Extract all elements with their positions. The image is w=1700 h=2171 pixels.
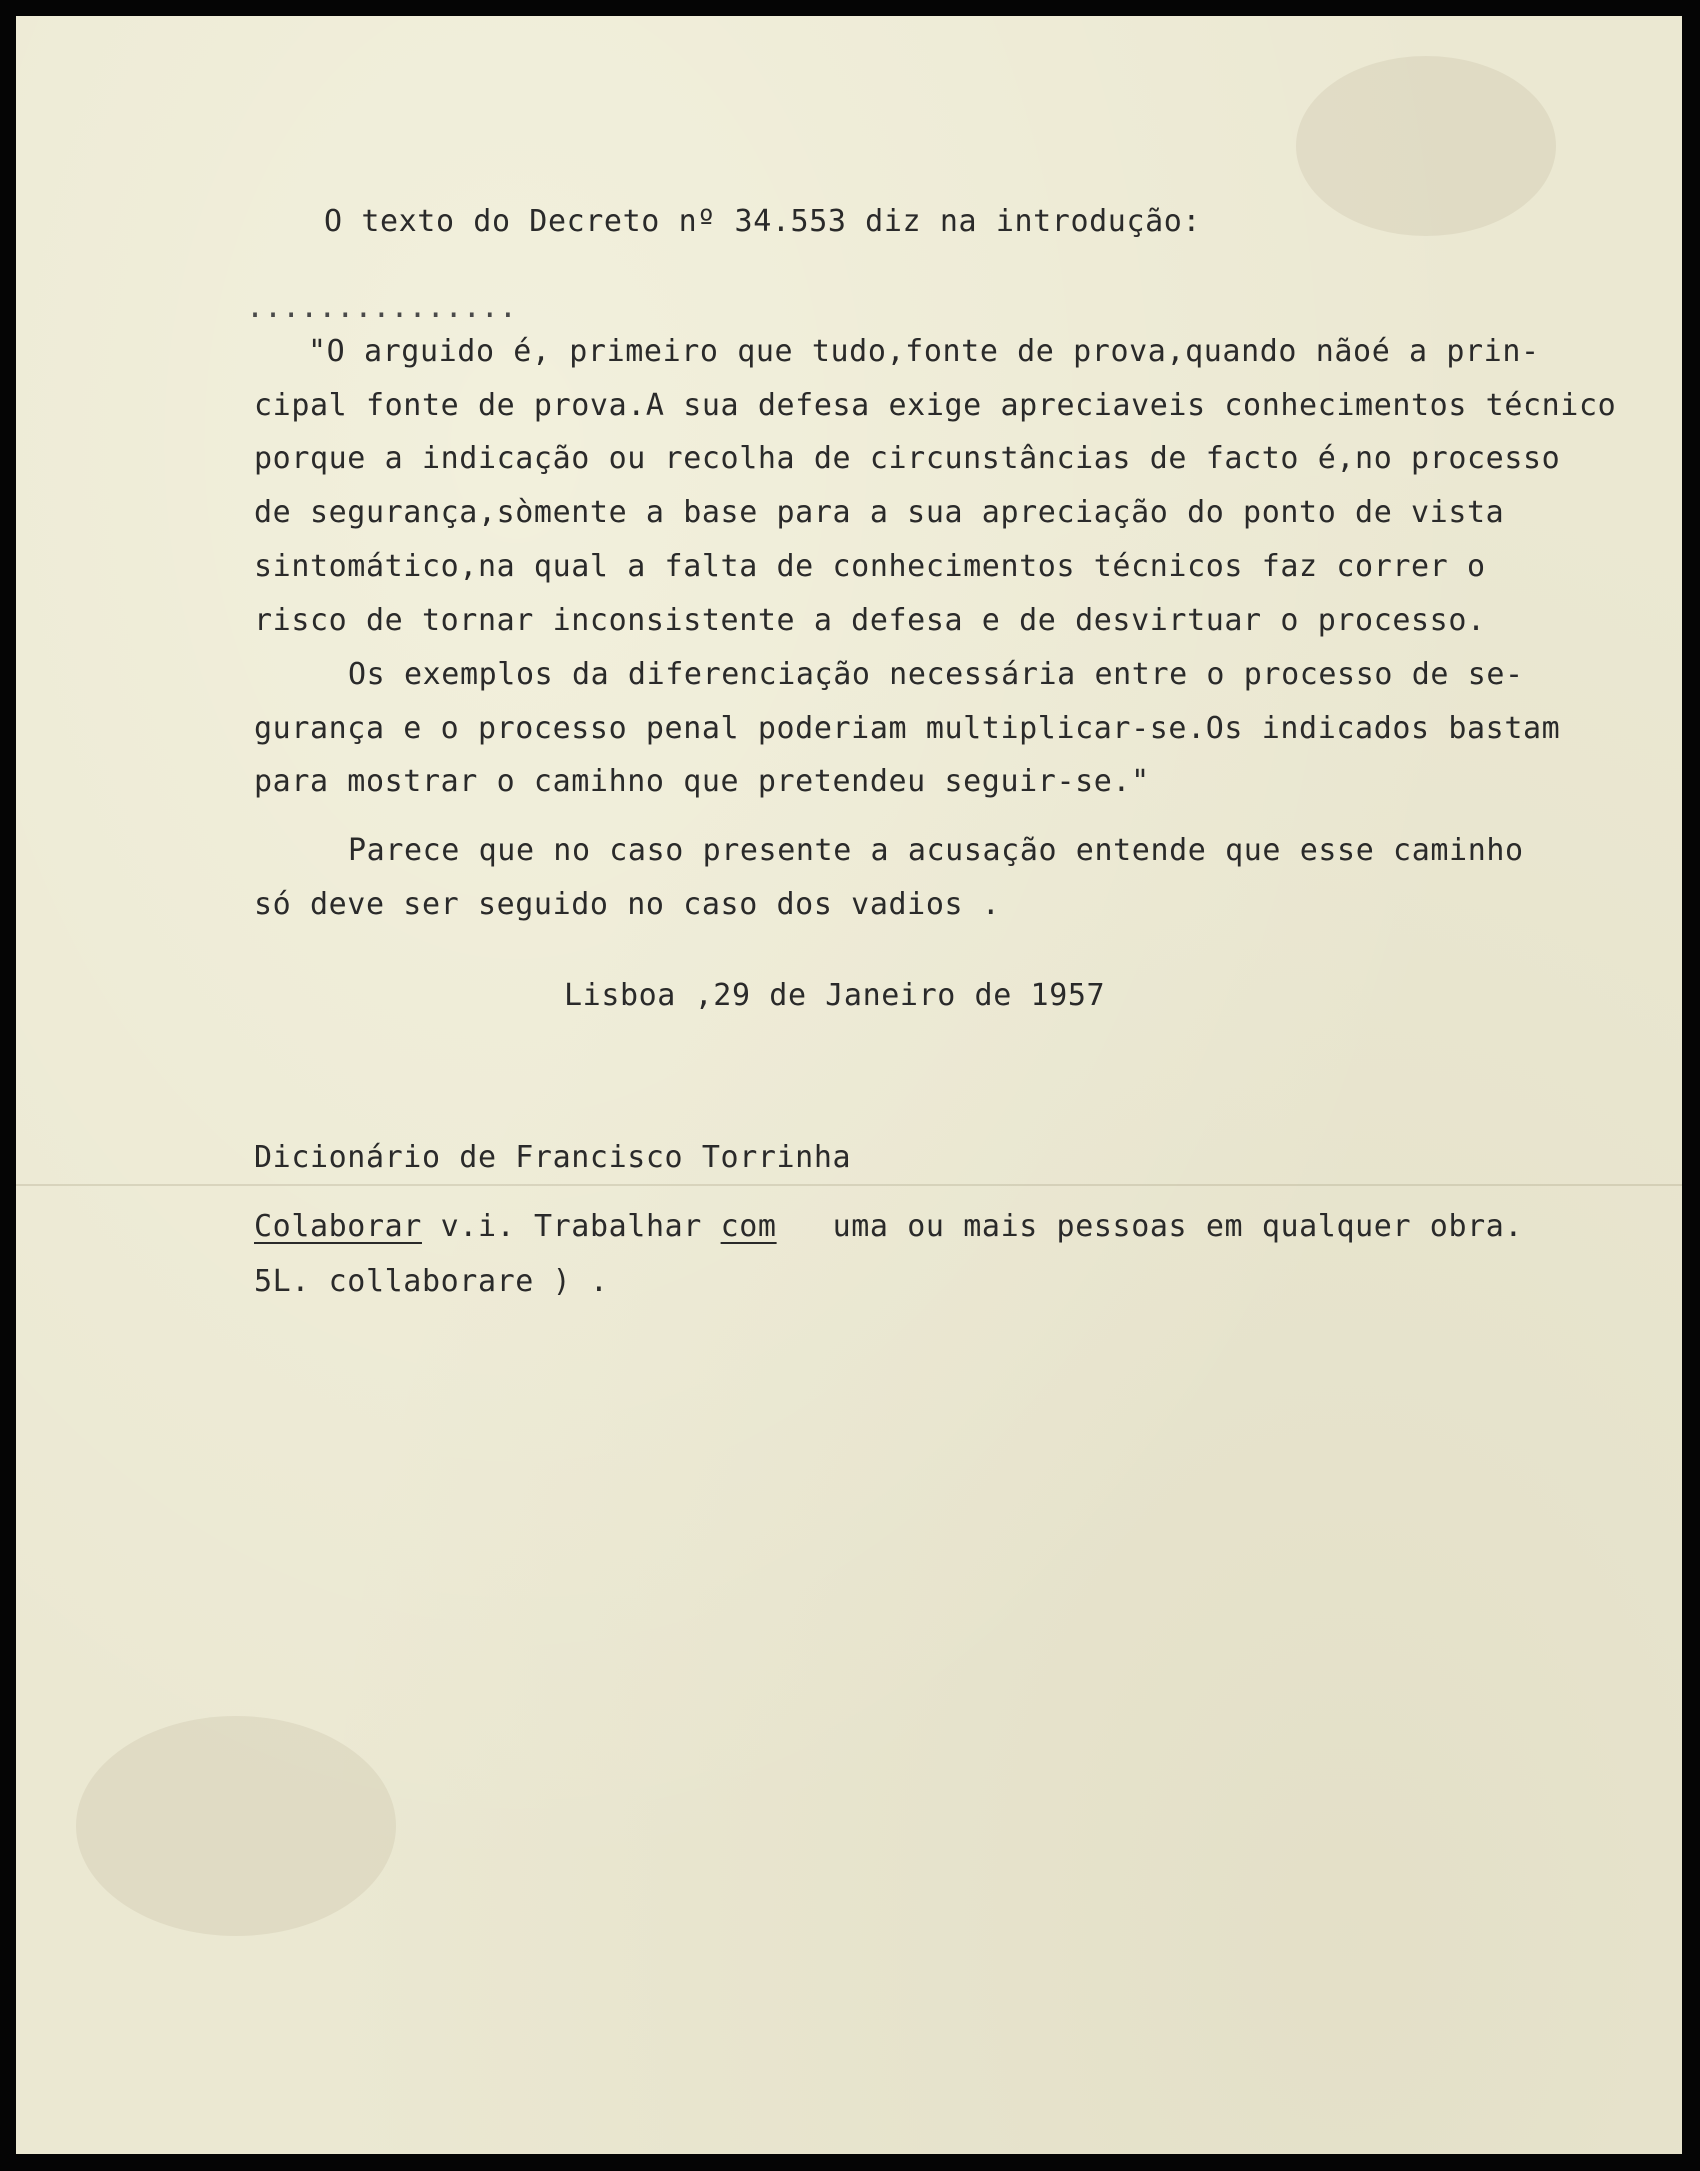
ellipsis-dots: ............... <box>246 290 517 325</box>
page-fold-line <box>16 1184 1682 1186</box>
definition-line <box>254 1209 1524 1244</box>
etymology-line: 5L. collaborare ) . <box>254 1264 609 1299</box>
definition-verb: Trabalhar <box>533 1209 702 1244</box>
remark-line-1: Parece que no caso presente a acusação entende que esse caminho <box>348 833 1524 868</box>
quote-line-8: gurança e o processo penal poderiam multiplicar-se.Os indicados bastam <box>254 711 1561 746</box>
grammar-label: v.i. <box>440 1209 516 1244</box>
headword: Colaborar <box>254 1209 422 1244</box>
typewritten-page <box>16 16 1682 2154</box>
quote-line-7: Os exemplos da diferenciação necessária entre o processo de se- <box>348 657 1524 692</box>
paper-stain <box>1296 56 1556 236</box>
emphasis-word: com <box>720 1209 777 1244</box>
intro-line: O texto do Decreto nº 34.553 diz na introdução: <box>324 204 1202 239</box>
place-date: Lisboa ,29 de Janeiro de 1957 <box>564 978 1106 1013</box>
quote-line-6: risco de tornar inconsistente a defesa e de desvirtuar o processo. <box>254 603 1486 638</box>
quote-line-5: sintomático,na qual a falta de conhecimentos técnicos faz correr o <box>254 549 1486 584</box>
quote-line-2: cipal fonte de prova.A sua defesa exige apreciaveis conhecimentos técnico <box>254 388 1617 423</box>
quote-line-1: "O arguido é, primeiro que tudo,fonte de prova,quando nãoé a prin- <box>308 334 1540 369</box>
dictionary-heading: Dicionário de Francisco Torrinha <box>254 1140 852 1175</box>
quote-line-9: para mostrar o camihno que pretendeu seguir-se." <box>254 764 1150 799</box>
quote-line-3: porque a indicação ou recolha de circunstâncias de facto é,no processo <box>254 441 1561 476</box>
remark-line-2: só deve ser seguido no caso dos vadios . <box>254 887 1001 922</box>
quote-line-4: de segurança,sòmente a base para a sua apreciação do ponto de vista <box>254 495 1505 530</box>
paper-stain <box>76 1716 396 1936</box>
definition-rest: uma ou mais pessoas em qualquer obra. <box>832 1209 1524 1244</box>
